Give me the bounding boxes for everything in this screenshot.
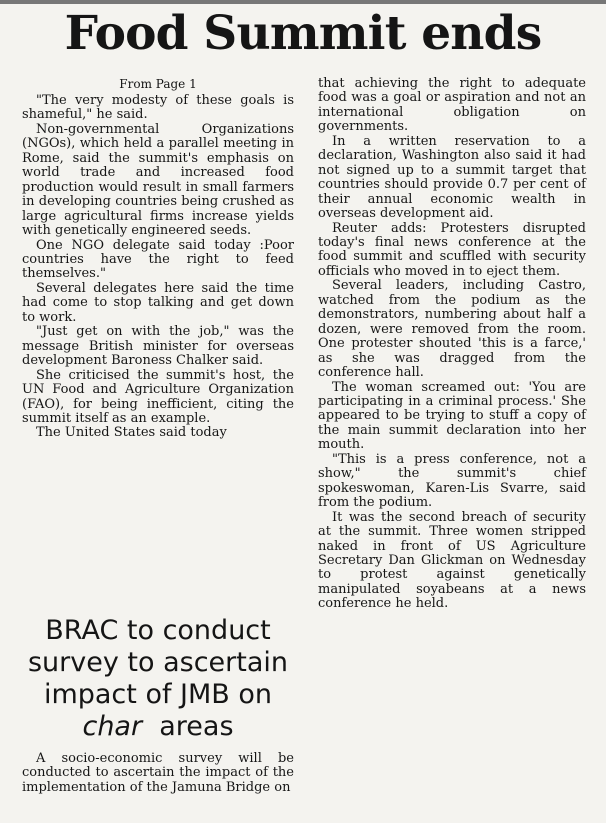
main-story-left-column (22, 77, 294, 441)
paragraph: Reuter adds: Protesters disrupted today's final news conference at the food summit and scuffled with security officials who moved in to eject them. (318, 220, 586, 279)
paragraph: Several delegates here said the time had come to stop talking and get down to work. (22, 280, 294, 325)
paragraph: In a written reservation to a declaration, Washington also said it had not signed up to a summit target that countries should provide 0.7 per cent of their annual economic wealth in overseas development aid. (318, 133, 586, 222)
paragraph: "Just get on with the job," was the message British minister for overseas development Baroness Chalker said. (22, 324, 294, 369)
paragraph: One NGO delegate said today :Poor countries have the right to feed themselves." (22, 237, 294, 282)
paragraph: "This is a press conference, not a show," the summit's chief spokeswoman, Karen-Lis Svarre, said from the podium. (318, 451, 586, 511)
paragraph: "The very modesty of these goals is shameful," he said. (22, 93, 294, 123)
paragraph: The United States said today (36, 425, 227, 441)
paragraph: The woman screamed out: 'You are participating in a criminal process.' She appeared to be trying to stuff a copy of the main summit declaration into her mouth. (318, 379, 586, 453)
paragraph: A socio-economic survey will be conducted to ascertain the impact of the implementation of the Jamuna Bridge on (22, 751, 294, 795)
paragraph: It was the second breach of security at the summit. Three women stripped naked in front of US Agriculture Secretary Dan Glickman on Wednesday to protest against genetically manipulated soyabeans at a news conference he held. (318, 509, 586, 612)
headline-text: BRAC to conduct survey to ascertain impact of JMB on (27, 615, 289, 710)
second-story-headline (22, 615, 294, 743)
headline-text-end: areas (159, 711, 234, 742)
paragraph: that achieving the right to adequate food was a goal or aspiration and not an international obligation on governments. (318, 76, 586, 135)
second-story-body (22, 752, 294, 795)
dateline: From Page 1 (119, 77, 197, 91)
main-story-right-column (318, 77, 586, 612)
headline: Food Summit ends (64, 6, 542, 61)
paragraph: Several leaders, including Castro, watched from the podium as the demonstrators, numbering about half a dozen, were removed from the room. One protester shouted 'this is a farce,' as she was dragged from the conference hall. (318, 278, 586, 381)
paragraph: She criticised the summit's host, the UN Food and Agriculture Organization (FAO), for being inefficient, citing the summit itself as an example. (22, 367, 294, 426)
headline-italic-word: char (82, 711, 143, 742)
paragraph: Non-governmental Organizations (NGOs), which held a parallel meeting in Rome, said the summit's emphasis on world trade and increased food production would result in small farmers in developing countries being crushed as large agricultural firms increase yields with genetically engineered seeds. (22, 121, 294, 239)
